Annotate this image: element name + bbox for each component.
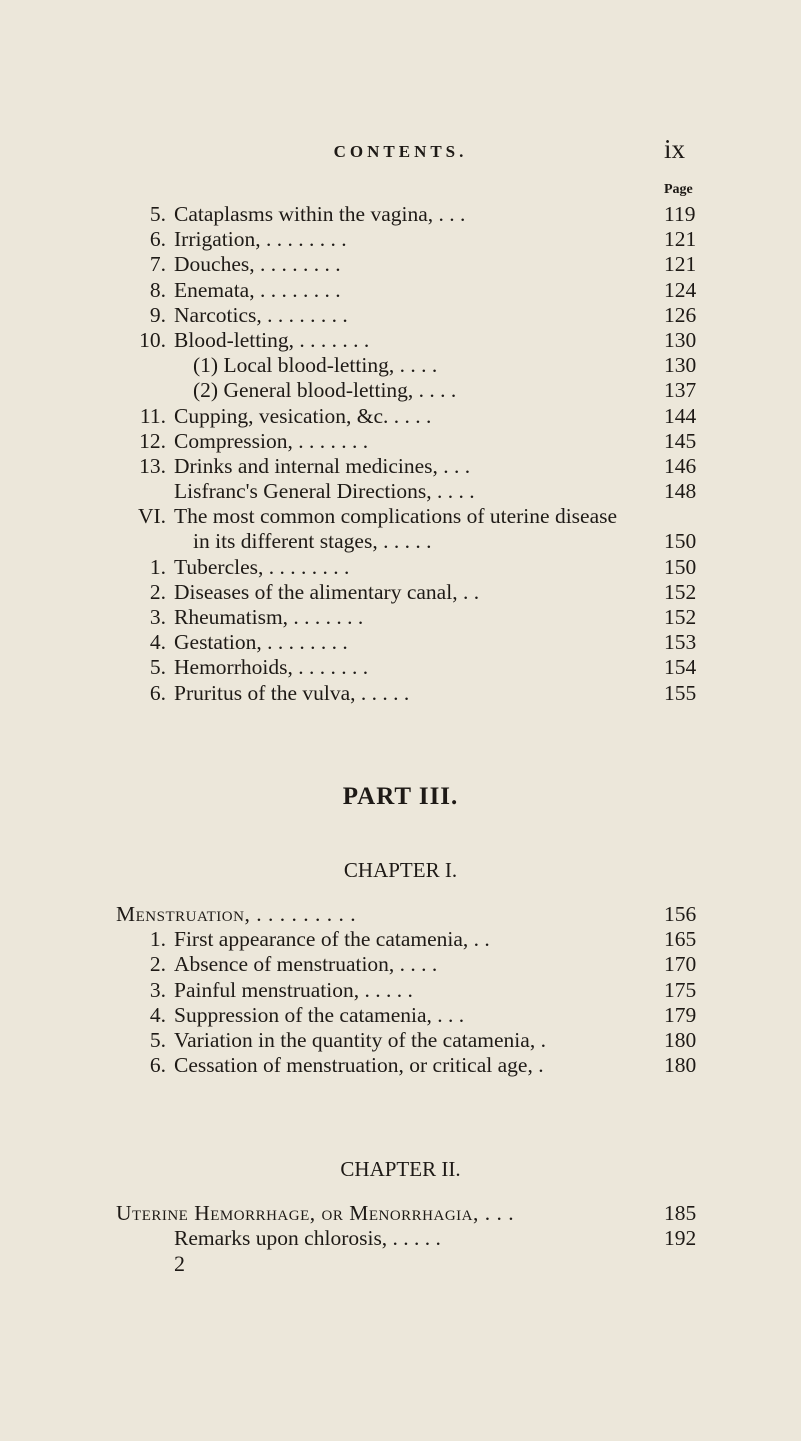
entry-title: Absence of menstruation, . . . . (174, 952, 438, 977)
entry-page-number: 165 (664, 927, 697, 952)
entry-number: 9. (149, 302, 166, 327)
toc-entry (0, 353, 801, 378)
entry-page-number: 179 (664, 1002, 697, 1027)
page-column-label: Page (664, 182, 693, 197)
entry-title: Irrigation, . . . . . . . . (174, 227, 347, 252)
entry-title: Pruritus of the vulva, . . . . . (174, 680, 410, 705)
entry-number: 1. (149, 554, 166, 579)
entry-number: 7. (149, 252, 166, 277)
entry-page-number: 150 (664, 554, 697, 579)
entry-number: 10. (139, 327, 166, 352)
entry-page-number: 154 (664, 655, 697, 680)
toc-entry (0, 529, 801, 554)
entry-number: 13. (139, 453, 166, 478)
toc-entry (0, 328, 801, 353)
entry-title: Enemata, . . . . . . . . (174, 277, 341, 302)
entry-title: Variation in the quantity of the catamenia, . (174, 1027, 546, 1052)
entry-page-number: 119 (664, 202, 696, 226)
chapter-heading: CHAPTER II. (340, 1157, 461, 1181)
entry-title: Cupping, vesication, &c. . . . . (174, 403, 432, 428)
entry-title: Uterine Hemorrhage, or Menorrhagia, . . . (116, 1201, 515, 1225)
entry-title: Rheumatism, . . . . . . . (174, 605, 364, 629)
toc-entry (0, 278, 801, 303)
entry-title: Suppression of the catamenia, . . . (174, 1002, 465, 1027)
entry-title: Cataplasms within the vagina, . . . (174, 202, 466, 226)
entry-number: 3. (149, 977, 166, 1002)
page-numeral: ix (664, 134, 686, 164)
entry-page-number: 185 (664, 1201, 697, 1225)
signature-mark: 2 (174, 1251, 185, 1276)
toc-entry (0, 303, 801, 328)
toc-entry (0, 227, 801, 252)
entry-title: Blood-letting, . . . . . . . (174, 327, 370, 352)
entry-title: The most common complications of uterine disease (174, 504, 618, 529)
entry-number: 2. (149, 952, 166, 977)
entry-page-number: 155 (664, 680, 697, 705)
toc-entry (0, 1053, 801, 1078)
entry-page-number: 121 (664, 252, 697, 277)
entry-page-number: 130 (664, 353, 697, 378)
entry-page-number: 170 (664, 952, 697, 977)
entry-page-number: 148 (664, 479, 697, 504)
entry-number: 6. (149, 680, 166, 705)
entry-page-number: 192 (664, 1226, 697, 1251)
entry-page-number: 121 (664, 227, 697, 252)
entry-number: 6. (149, 227, 166, 252)
entry-title: Lisfranc's General Directions, . . . . (174, 479, 475, 504)
entry-page-number: 152 (664, 579, 697, 604)
toc-entry (0, 429, 801, 454)
entry-title: Painful menstruation, . . . . . (174, 977, 413, 1002)
entry-number: 1. (149, 927, 166, 952)
entry-number: 5. (149, 202, 166, 226)
running-title: CONTENTS. (333, 142, 468, 161)
toc-entry (0, 504, 801, 529)
entry-title: Remarks upon chlorosis, . . . . . (174, 1226, 441, 1251)
chapter-one-contents (0, 902, 801, 1078)
entry-title: Hemorrhoids, . . . . . . . (174, 655, 369, 680)
entry-page-number: 145 (664, 428, 697, 453)
entry-page-number: 137 (664, 378, 697, 403)
toc-entry (0, 580, 801, 605)
toc-entry (0, 655, 801, 680)
chapter-heading: CHAPTER I. (343, 858, 458, 882)
toc-entry (0, 681, 801, 706)
entry-number: 4. (149, 1002, 166, 1027)
entry-page-number: 175 (664, 977, 697, 1002)
entry-page-number: 152 (664, 605, 697, 629)
entry-number: 4. (149, 630, 166, 655)
entry-number: 8. (149, 277, 166, 302)
entry-title: Tubercles, . . . . . . . . (174, 554, 350, 579)
toc-entry (0, 1028, 801, 1053)
entry-page-number: 130 (664, 327, 697, 352)
toc-entry (0, 1201, 801, 1226)
entry-number: 12. (139, 428, 166, 453)
entry-title: Menstruation, . . . . . . . . . (116, 902, 357, 926)
entry-number: 3. (149, 605, 166, 629)
toc-entry (0, 252, 801, 277)
entry-page-number: 180 (664, 1053, 697, 1078)
entry-number: 11. (139, 403, 166, 428)
toc-entry (0, 479, 801, 504)
entry-page-number: 144 (664, 403, 697, 428)
entry-title: (2) General blood-letting, . . . . (193, 378, 457, 403)
toc-entry (0, 978, 801, 1003)
entry-number: VI. (137, 504, 166, 529)
entry-page-number: 126 (664, 302, 697, 327)
entry-number: 5. (149, 1027, 166, 1052)
part-heading: PART III. (342, 783, 459, 810)
toc-entry (0, 927, 801, 952)
entry-page-number: 124 (664, 277, 697, 302)
entry-number: 6. (149, 1053, 166, 1078)
toc-entry (0, 1226, 801, 1251)
entry-number: 2. (149, 579, 166, 604)
toc-entry (0, 202, 801, 227)
entry-title: Gestation, . . . . . . . . (174, 630, 348, 655)
toc-entry (0, 902, 801, 927)
entry-title: (1) Local blood-letting, . . . . (193, 353, 438, 378)
toc-entry (0, 952, 801, 977)
toc-entry (0, 404, 801, 429)
entry-title: Narcotics, . . . . . . . . (174, 302, 348, 327)
entry-page-number: 146 (664, 453, 697, 478)
entry-number: 5. (149, 655, 166, 680)
toc-entry (0, 630, 801, 655)
entry-page-number: 153 (664, 630, 697, 655)
entry-title: in its different stages, . . . . . (193, 529, 432, 554)
chapter-two-contents (0, 1201, 801, 1251)
toc-entry (0, 378, 801, 403)
contents-list-continued (0, 202, 801, 706)
entry-title: Compression, . . . . . . . (174, 428, 369, 453)
entry-page-number: 156 (664, 902, 697, 926)
entry-title: Douches, . . . . . . . . (174, 252, 341, 277)
toc-entry (0, 605, 801, 630)
entry-title: First appearance of the catamenia, . . (174, 927, 490, 952)
toc-entry (0, 454, 801, 479)
toc-entry (0, 555, 801, 580)
toc-entry (0, 1003, 801, 1028)
entry-page-number: 180 (664, 1027, 697, 1052)
entry-title: Cessation of menstruation, or critical age, . (174, 1053, 544, 1078)
entry-page-number: 150 (664, 529, 697, 554)
running-header (0, 134, 801, 170)
entry-title: Diseases of the alimentary canal, . . (174, 579, 480, 604)
entry-title: Drinks and internal medicines, . . . (174, 453, 471, 478)
